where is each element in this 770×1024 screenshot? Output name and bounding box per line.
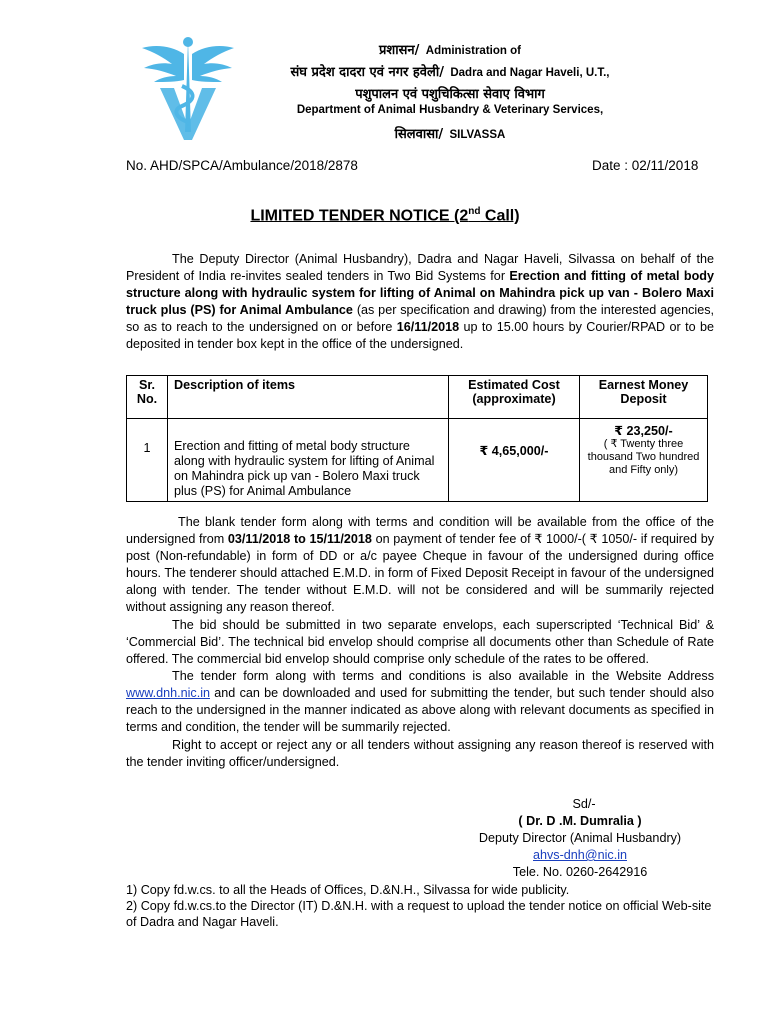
emd-amount: ₹ 23,250/- (614, 424, 673, 438)
signature-block (430, 796, 730, 881)
row-sr-no: 1 (127, 419, 168, 502)
header-line-department: Department of Animal Husbandry & Veterinary Services, (296, 104, 604, 116)
signatory-telephone: Tele. No. 0260-2642916 (512, 865, 648, 879)
copy-to-item: 1) Copy fd.w.cs. to all the Heads of Offices, D.&N.H., Silvassa for wide publicity. (126, 883, 570, 897)
header-line-department-hindi: पशुपालन एवं पशुचिकित्सा सेवाए विभाग (355, 87, 545, 102)
signatory-email[interactable]: ahvs-dnh@nic.in (533, 848, 627, 862)
department-logo-caduceus (138, 36, 238, 146)
paragraph-rights: Right to accept or reject any or all tenders without assigning any reason thereof is reserved with the tender inviting officer/undersigned. (126, 738, 714, 769)
paragraph-invitation: The Deputy Director (Animal Husbandry), Dadra and Nagar Haveli, Silvassa on behalf of the President of India re-invites sealed tenders in Two Bid Systems for Erection and fitting of metal body structure along with hydraulic system for lifting of Animal on Mahindra pick up van - Bolero Maxi truck plus (PS) for Animal Ambulance (as per specification and drawing) from the interested agencies, so as to reach to the undersigned on or before 16/11/2018 up to 15.00 hours by Courier/RPAD or to be deposited in tender box kept in the office of the undersigned. (126, 252, 714, 351)
header-line-silvassa: सिलवासा/ SILVASSA (394, 127, 506, 142)
paragraph-bid-envelopes: The bid should be submitted in two separate envelops, each superscripted ‘Technical Bid’ & ‘Commercial Bid’. The technical bid envelop should comprise all documents other than Schedule of Rate offered. The commercial bid envelop should comprise only schedule of the rates to be offered. (126, 618, 714, 666)
signatory-designation: Deputy Director (Animal Husbandry) (478, 831, 682, 845)
header-earnest-money: Earnest Money Deposit (580, 376, 708, 419)
signature-sd: Sd/- (572, 797, 596, 811)
paragraph-tender-form: The blank tender form along with terms and condition will be available from the office of the undersigned from 03/11/2018 to 15/11/2018 on payment of tender fee of ₹ 1000/-( ₹ 1050/- if required by post (Non-refundable) in form of DD or a/c payee Cheque in favour of the undersigned during office hours. The tenderer should attached E.M.D. in form of Fixed Deposit Receipt in favour of the undersigned along with tender. The tender without E.M.D. will not be considered and will be summarily rejected without assigning any reason thereof. (126, 515, 714, 614)
header-line-administration: प्रशासन/ Administration of (379, 43, 521, 58)
row-estimated-cost: ₹ 4,65,000/- (449, 419, 580, 502)
header-sr-no: Sr. No. (127, 376, 168, 419)
table-header-row (127, 376, 708, 419)
copy-to-list (126, 882, 716, 930)
notice-date: Date : 02/11/2018 (592, 158, 699, 173)
header-estimated-cost: Estimated Cost (approximate) (449, 376, 580, 419)
emd-amount-words: ( ₹ Twenty three thousand Two hundred and Fifty only) (587, 438, 700, 476)
table-row (127, 419, 708, 502)
tender-items-table (126, 375, 708, 502)
row-earnest-money (580, 419, 708, 502)
website-link[interactable]: www.dnh.nic.in (126, 686, 210, 700)
header-description: Description of items (168, 376, 449, 419)
paragraph-website: The tender form along with terms and conditions is also available in the Website Address www.dnh.nic.in and can be downloaded and used for submitting the tender, but such tender should also reach to the undersigned in the manner indicated as above along with relevant documents as specified in terms and condition, the tender will be summarily rejected. (126, 669, 714, 734)
header-line-territory: संघ प्रदेश दादरा एवं नगर हवेली/ Dadra and Nagar Haveli, U.T., (290, 65, 610, 80)
row-description: Erection and fitting of metal body structure along with hydraulic system for lifting of Animal on Mahindra pick up van - Bolero Maxi truck plus (PS) for Animal Ambulance (168, 419, 449, 502)
notice-title: LIMITED TENDER NOTICE (2nd Call) (250, 206, 520, 225)
reference-number: No. AHD/SPCA/Ambulance/2018/2878 (126, 158, 358, 173)
copy-to-item: 2) Copy fd.w.cs.to the Director (IT) D.&N.H. with a request to upload the tender notice on official Web-site of Dadra and Nagar Haveli. (126, 899, 712, 929)
signatory-name: ( Dr. D .M. Dumralia ) (518, 814, 642, 828)
